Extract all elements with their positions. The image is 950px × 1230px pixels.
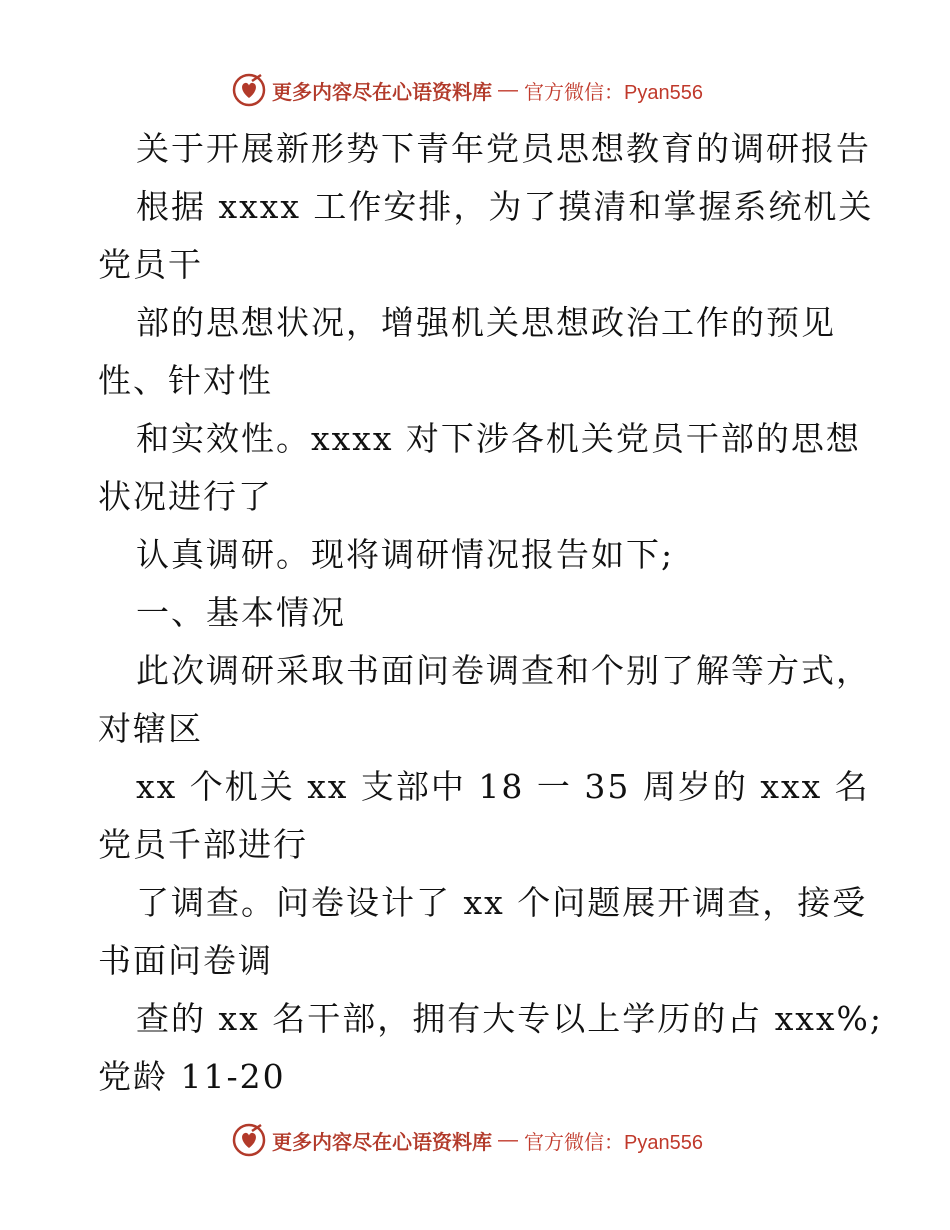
heart-pen-seal-icon <box>232 73 266 107</box>
paragraph-line: 认真调研。现将调研情况报告如下; <box>136 535 675 574</box>
document-body <box>98 120 883 1106</box>
heart-pen-seal-icon <box>232 1123 266 1157</box>
paragraph-line: 根据 xxxx 工作安排，为了摸清和掌握系统机关 <box>136 187 874 226</box>
paragraph-line: 部的思想状况，增强机关思想政治工作的预见 <box>136 303 836 342</box>
section-heading: 一、基本情况 <box>136 593 346 632</box>
watermark-banner-bottom <box>232 1120 703 1160</box>
paragraph-line: xx 个机关 xx 支部中 18 一 35 周岁的 xxx 名 <box>136 767 870 806</box>
watermark-separator: — <box>498 78 518 101</box>
watermark-banner-top <box>232 70 703 110</box>
paragraph-line: 状况进行了 <box>98 477 273 516</box>
watermark-contact: 官方微信：Pyan556 <box>524 1131 703 1154</box>
document-title: 关于开展新形势下青年党员思想教育的调研报告 <box>136 129 871 168</box>
watermark-separator: — <box>498 1128 518 1151</box>
paragraph-line: 此次调研采取书面问卷调查和个别了解等方式， <box>136 651 871 690</box>
watermark-brand: 更多内容尽在心语资料库 <box>272 79 492 104</box>
watermark-contact: 官方微信：Pyan556 <box>524 81 703 104</box>
paragraph-line: 书面问卷调 <box>98 941 273 980</box>
paragraph-line: 查的 xx 名干部，拥有大专以上学历的占 xxx%; <box>136 999 883 1038</box>
paragraph-line: 和实效性。xxxx 对下涉各机关党员干部的思想 <box>136 419 861 458</box>
paragraph-line: 党龄 11-20 <box>98 1057 286 1096</box>
paragraph-line: 性、针对性 <box>98 361 273 400</box>
watermark-brand: 更多内容尽在心语资料库 <box>272 1129 492 1154</box>
paragraph-line: 党员干 <box>98 245 203 284</box>
paragraph-line: 党员千部进行 <box>98 825 308 864</box>
paragraph-line: 对辖区 <box>98 709 203 748</box>
paragraph-line: 了调查。问卷设计了 xx 个问题展开调查，接受 <box>136 883 868 922</box>
